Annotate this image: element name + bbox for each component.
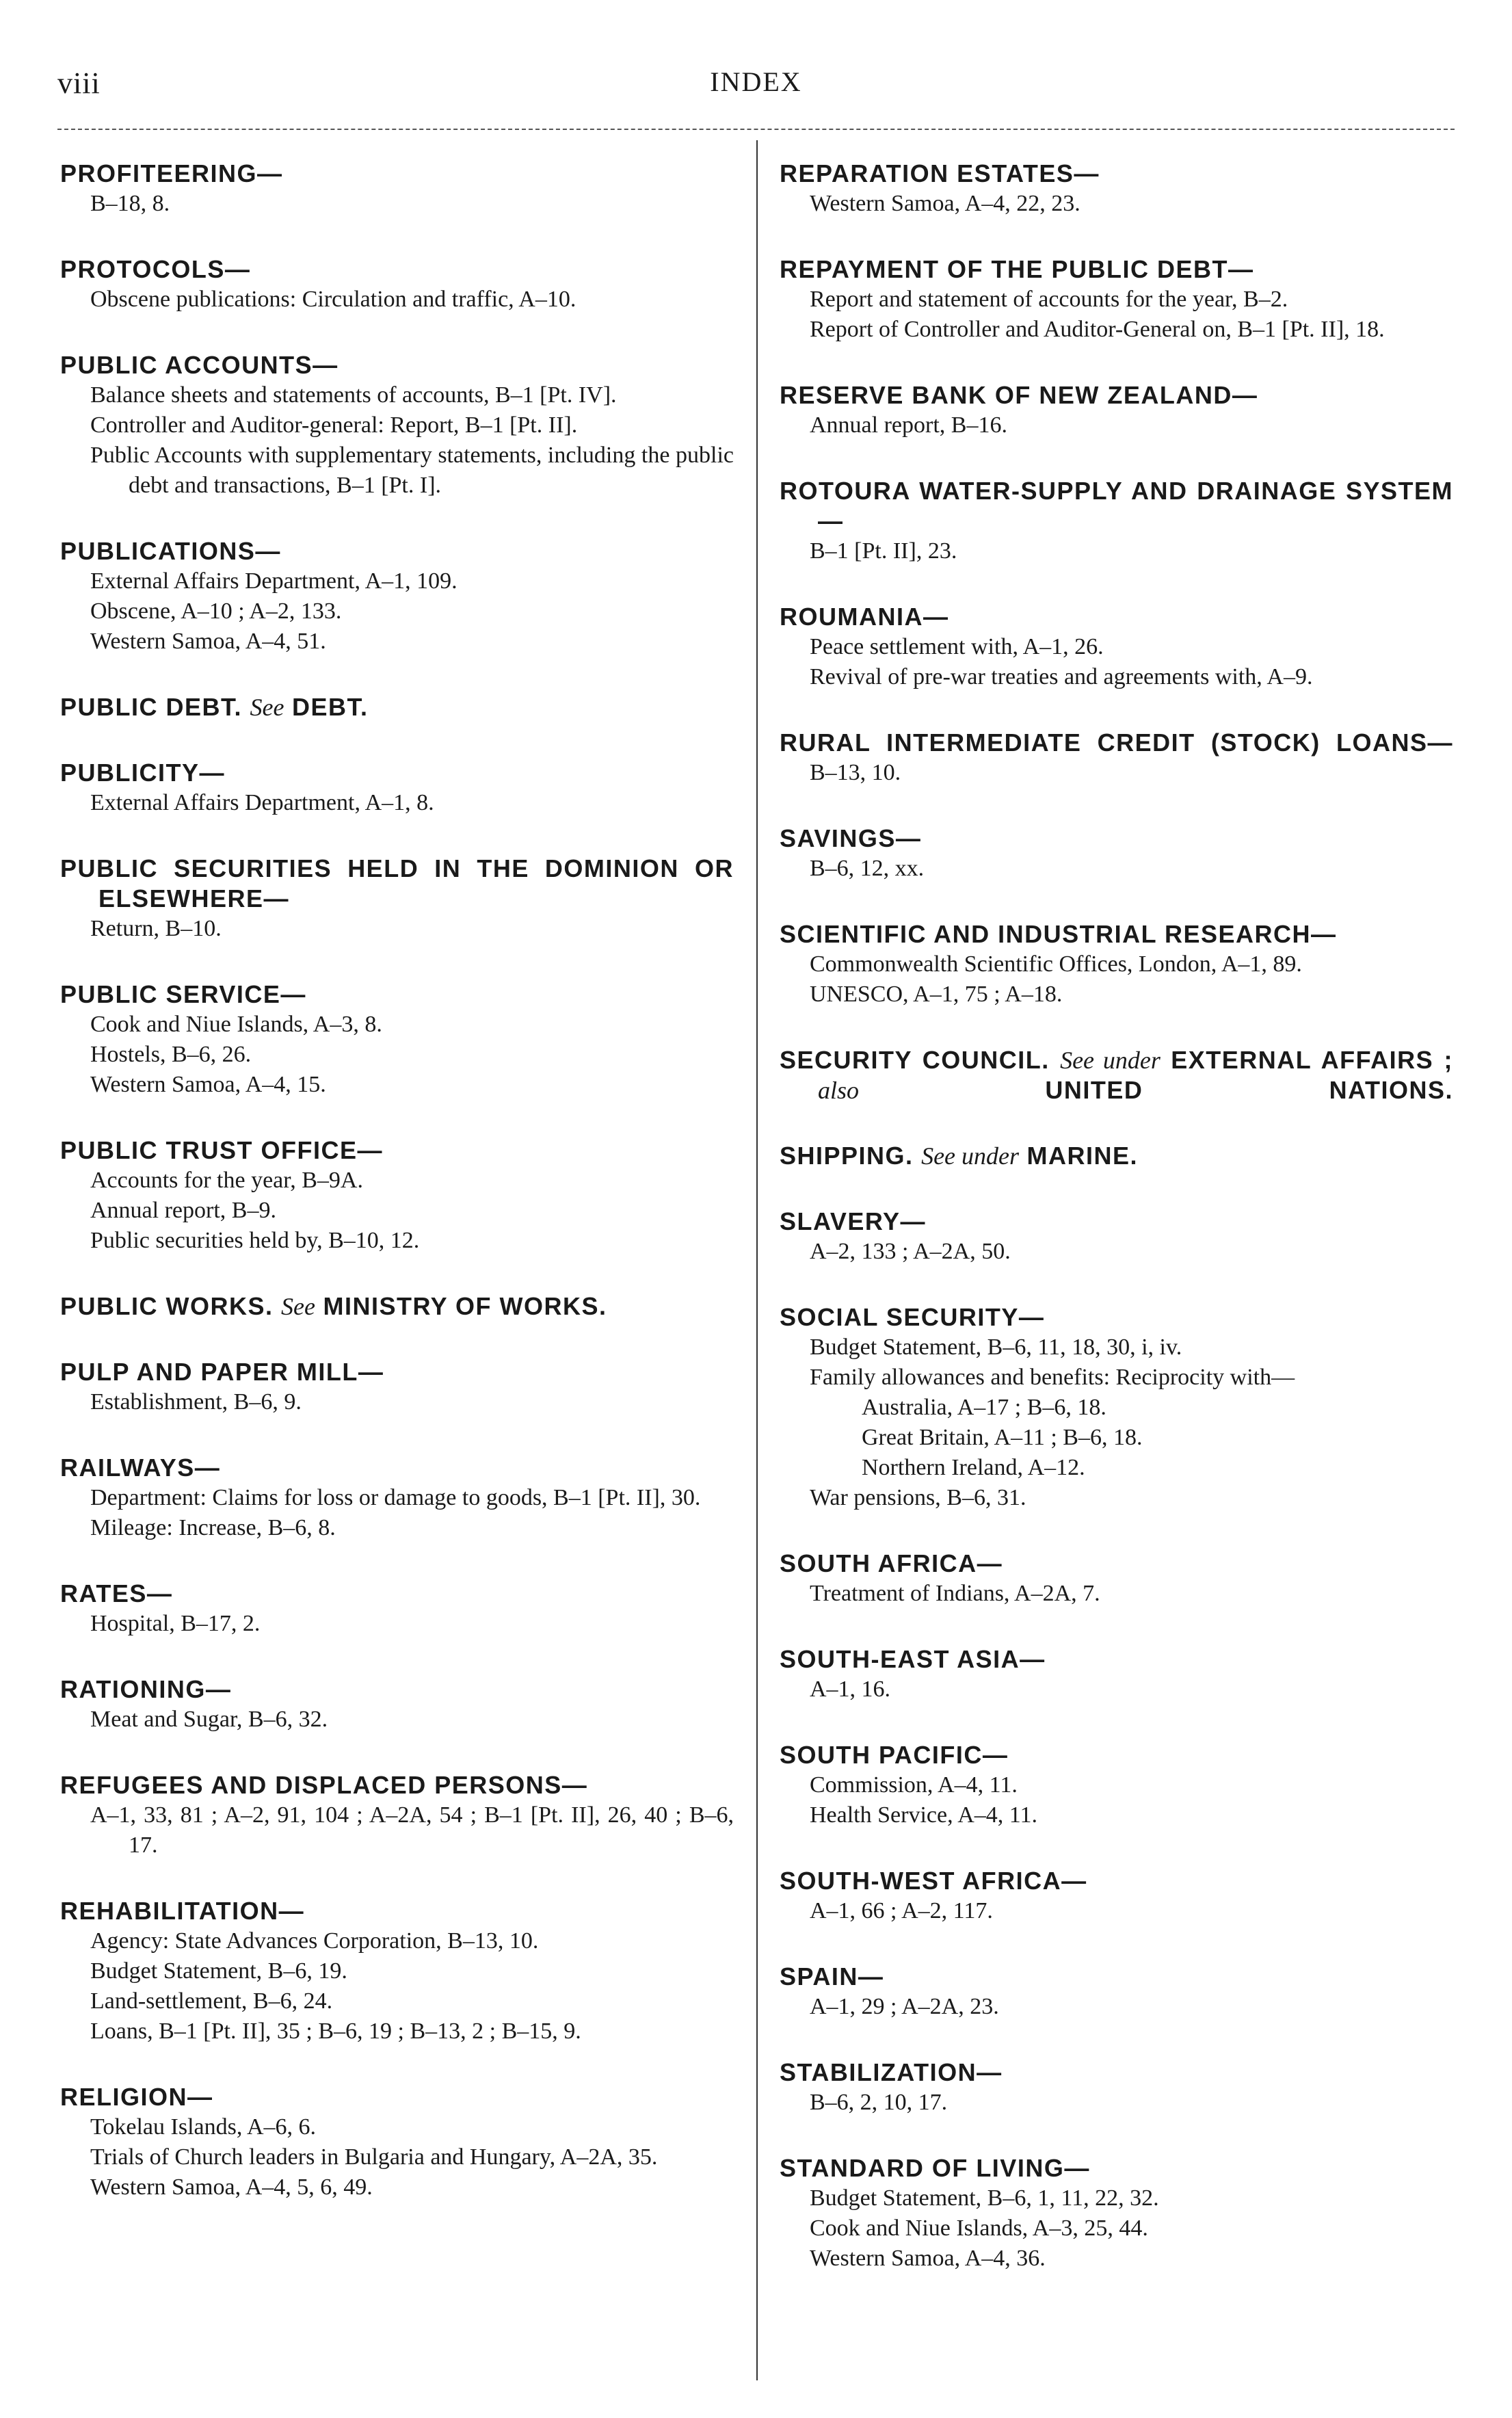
entry-reference: Tokelau Islands, A–6, 6. [90,2114,317,2140]
index-entry-scientific-research [780,919,1453,1010]
index-entry-social-security [780,1302,1453,1513]
entry-reference: A–1, 29 ; A–2A, 23. [810,1994,999,2019]
entry-reference: Return, B–10. [90,916,222,941]
entry-heading: PUBLIC SERVICE— [60,980,306,1008]
entry-heading: SOUTH-EAST ASIA— [780,1645,1046,1673]
entry-reference: A–1, 33, 81 ; A–2, 91, 104 ; A–2A, 54 ; B–1 [Pt. II], 26, 40 ; B–6, 17. [90,1802,734,1858]
entry-heading: RAILWAYS— [60,1454,221,1482]
entry-reference: Public Accounts with supplementary statements, including the public debt and transactions, B–1 [Pt. I]. [90,443,734,498]
entry-heading: SLAVERY— [780,1207,927,1235]
entry-reference: Balance sheets and statements of accounts, B–1 [Pt. IV]. [90,382,617,408]
entry-reference: Health Service, A–4, 11. [810,1802,1037,1828]
index-entry-reserve-bank [780,380,1453,441]
entry-heading [60,692,734,722]
index-entry-public-debt [60,692,734,722]
index-entry-south-africa [780,1549,1453,1609]
entry-reference: Agency: State Advances Corporation, B–13, 10. [90,1928,539,1954]
entry-reference: Trials of Church leaders in Bulgaria and Hungary, A–2A, 35. [90,2144,658,2170]
index-entry-standard-of-living [780,2153,1453,2274]
heading-text: SHIPPING. [780,1142,914,1170]
entry-reference: War pensions, B–6, 31. [810,1485,1026,1510]
heading-text: MINISTRY OF WORKS. [323,1292,607,1320]
entry-heading: REPAYMENT OF THE PUBLIC DEBT— [780,255,1254,283]
index-entry-publicity [60,758,734,818]
entry-reference: Land-settlement, B–6, 24. [90,1988,333,2014]
heading-text: MARINE. [1026,1142,1139,1170]
entry-reference: Controller and Auditor-general: Report, B–1 [Pt. II]. [90,412,578,438]
entry-reference: A–1, 66 ; A–2, 117. [810,1898,993,1923]
heading-text: SECURITY COUNCIL. [780,1046,1050,1074]
entry-heading: PUBLICITY— [60,759,226,787]
entry-reference: Annual report, B–9. [90,1198,276,1223]
entry-reference: Budget Statement, B–6, 19. [90,1958,347,1984]
entry-reference: Hospital, B–17, 2. [90,1611,261,1636]
also-reference: also [818,1077,860,1104]
entry-heading: STANDARD OF LIVING— [780,2154,1090,2182]
entry-heading: SOUTH PACIFIC— [780,1741,1009,1769]
index-entry-publications [60,536,734,657]
heading-text: PUBLIC DEBT. [60,693,243,721]
index-entry-savings [780,824,1453,884]
entry-heading: RELIGION— [60,2083,213,2111]
entry-reference: Loans, B–1 [Pt. II], 35 ; B–6, 19 ; B–13, 2 ; B–15, 9. [90,2019,581,2044]
entry-reference: B–13, 10. [810,760,901,785]
entry-reference: Western Samoa, A–4, 51. [90,629,326,654]
entry-reference: Revival of pre-war treaties and agreements with, A–9. [810,664,1313,689]
heading-text: PUBLIC WORKS. [60,1292,274,1320]
index-entry-rehabilitation [60,1896,734,2047]
index-entry-rationing [60,1674,734,1735]
entry-heading: REPARATION ESTATES— [780,159,1100,187]
entry-subreference: Great Britain, A–11 ; B–6, 18. [862,1425,1143,1450]
entry-reference: External Affairs Department, A–1, 8. [90,790,434,815]
index-entry-rural-intermediate-credit [780,728,1453,788]
index-entry-pulp-and-paper-mill [60,1357,734,1417]
header-rule [57,129,1455,130]
index-entry-shipping [780,1141,1453,1171]
entry-heading: REHABILITATION— [60,1897,305,1925]
entry-heading: PULP AND PAPER MILL— [60,1358,384,1386]
index-entry-religion [60,2082,734,2203]
heading-text: EXTERNAL AFFAIRS ; [1171,1046,1453,1074]
see-reference: See [250,694,284,721]
entry-reference: External Affairs Department, A–1, 109. [90,568,457,594]
index-entry-public-works [60,1291,734,1322]
entry-heading: ROUMANIA— [780,603,949,631]
entry-heading: RESERVE BANK OF NEW ZEALAND— [780,381,1258,409]
entry-reference: Obscene publications: Circulation and traffic, A–10. [90,287,576,312]
entry-heading [780,1045,1453,1105]
entry-reference: Obscene, A–10 ; A–2, 133. [90,599,342,624]
index-entry-protocols [60,254,734,315]
entry-heading: PROTOCOLS— [60,255,251,283]
entry-reference: Budget Statement, B–6, 11, 18, 30, i, iv. [810,1335,1182,1360]
index-entry-slavery [780,1207,1453,1267]
index-entry-public-accounts [60,350,734,501]
index-entry-railways [60,1453,734,1543]
index-entry-spain [780,1962,1453,2022]
entry-heading: SCIENTIFIC AND INDUSTRIAL RESEARCH— [780,920,1337,948]
index-entry-public-trust-office [60,1135,734,1256]
entry-heading: PUBLIC TRUST OFFICE— [60,1136,383,1164]
entry-subreference: Northern Ireland, A–12. [862,1455,1085,1480]
entry-reference: Accounts for the year, B–9A. [90,1168,363,1193]
entry-heading: RATIONING— [60,1675,232,1703]
entry-reference: Report and statement of accounts for the year, B–2. [810,287,1288,312]
entry-reference: Western Samoa, A–4, 22, 23. [810,191,1080,216]
entry-heading [780,1141,1453,1171]
entry-reference: B–6, 2, 10, 17. [810,2090,948,2115]
heading-text: UNITED NATIONS. [1045,1076,1453,1104]
running-head [57,66,1455,107]
entry-reference: A–2, 133 ; A–2A, 50. [810,1239,1011,1264]
index-entry-rotoura [780,476,1453,566]
page-title: INDEX [710,66,802,97]
entry-reference: Budget Statement, B–6, 1, 11, 22, 32. [810,2185,1159,2211]
entry-reference: Department: Claims for loss or damage to goods, B–1 [Pt. II], 30. [90,1485,701,1510]
entry-heading: STABILIZATION— [780,2058,1003,2086]
index-entry-stabilization [780,2058,1453,2118]
entry-heading: SPAIN— [780,1962,884,1990]
index-entry-public-securities [60,854,734,944]
right-column [780,159,1453,2309]
entry-subreference: Australia, A–17 ; B–6, 18. [862,1395,1106,1420]
entry-reference: Commission, A–4, 11. [810,1772,1018,1798]
entry-reference: Hostels, B–6, 26. [90,1042,252,1067]
see-reference: See under [1060,1047,1160,1074]
entry-reference: B–18, 8. [90,191,170,216]
column-divider [756,140,758,2380]
index-entry-profiteering [60,159,734,219]
page-number: viii [57,66,101,100]
entry-heading: RATES— [60,1579,173,1607]
entry-reference: Western Samoa, A–4, 5, 6, 49. [90,2174,373,2200]
entry-reference: Cook and Niue Islands, A–3, 8. [90,1012,382,1037]
heading-text: DEBT. [292,693,369,721]
index-entry-reparation-estates [780,159,1453,219]
see-reference: See under [921,1142,1020,1170]
entry-heading: SOCIAL SECURITY— [780,1303,1045,1331]
index-entry-roumania [780,602,1453,692]
entry-reference: Commonwealth Scientific Offices, London, A–1, 89. [810,951,1302,977]
entry-reference: Meat and Sugar, B–6, 32. [90,1707,328,1732]
entry-reference: Report of Controller and Auditor-General on, B–1 [Pt. II], 18. [810,317,1385,342]
index-entry-security-council [780,1045,1453,1105]
entry-reference: B–6, 12, xx. [810,856,925,881]
entry-reference: Treatment of Indians, A–2A, 7. [810,1581,1100,1606]
entry-heading: RURAL INTERMEDIATE CREDIT (STOCK) LOANS— [780,728,1453,757]
entry-reference: Annual report, B–16. [810,412,1007,438]
entry-reference: Mileage: Increase, B–6, 8. [90,1515,336,1540]
entry-reference: A–1, 16. [810,1677,891,1702]
index-entry-repayment-public-debt [780,254,1453,345]
entry-heading: SOUTH-WEST AFRICA— [780,1867,1087,1895]
entry-reference: Peace settlement with, A–1, 26. [810,634,1104,659]
entry-heading: PUBLICATIONS— [60,537,281,565]
index-entry-south-west-africa [780,1866,1453,1926]
entry-heading: SAVINGS— [780,824,922,852]
entry-heading: PUBLIC SECURITIES HELD IN THE DOMINION OR ELSEWHERE— [60,854,734,912]
entry-reference: Cook and Niue Islands, A–3, 25, 44. [810,2216,1148,2241]
entry-heading [60,1291,734,1322]
index-entry-south-east-asia [780,1644,1453,1705]
entry-heading: PUBLIC ACCOUNTS— [60,351,339,379]
entry-reference: Family allowances and benefits: Reciprocity with— [810,1365,1295,1390]
left-column [60,159,734,2238]
entry-heading: PROFITEERING— [60,159,283,187]
index-entry-refugees [60,1770,734,1861]
entry-reference: Western Samoa, A–4, 36. [810,2246,1046,2271]
see-reference: See [281,1293,315,1320]
index-entry-public-service [60,980,734,1100]
index-entry-rates [60,1579,734,1639]
entry-heading: REFUGEES AND DISPLACED PERSONS— [60,1771,588,1799]
entry-reference: B–1 [Pt. II], 23. [810,538,957,564]
entry-reference: Public securities held by, B–10, 12. [90,1228,420,1253]
entry-heading: ROTOURA WATER-SUPPLY AND DRAINAGE SYSTEM— [780,477,1453,535]
entry-heading: SOUTH AFRICA— [780,1549,1003,1577]
index-entry-south-pacific [780,1740,1453,1830]
entry-reference: Establishment, B–6, 9. [90,1389,302,1415]
entry-reference: UNESCO, A–1, 75 ; A–18. [810,982,1063,1007]
entry-reference: Western Samoa, A–4, 15. [90,1072,326,1097]
